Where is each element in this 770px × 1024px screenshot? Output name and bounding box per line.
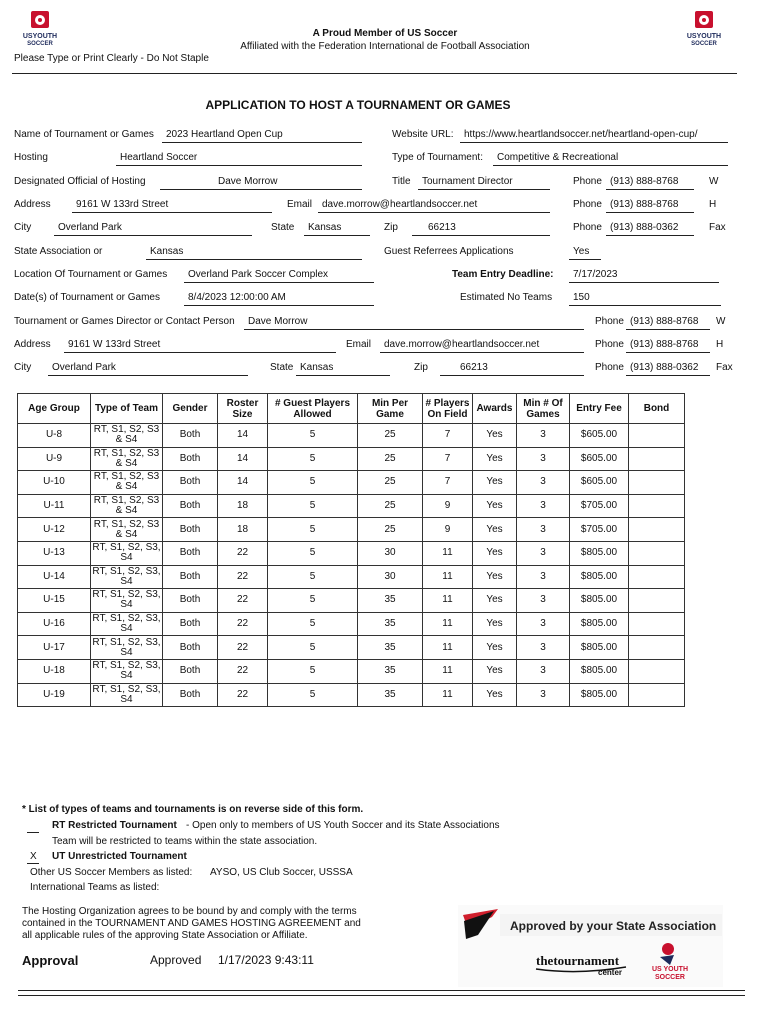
min-per-game-cell: 25 xyxy=(358,471,423,495)
min-games-cell: 3 xyxy=(517,659,570,683)
table-row xyxy=(18,518,685,542)
team-type-cell: RT, S1, S2, S3 & S4 xyxy=(91,447,163,471)
dir-phone-fax-value[interactable]: (913) 888-0362 xyxy=(630,362,699,373)
table-body xyxy=(18,424,685,707)
min-games-cell: 3 xyxy=(517,612,570,636)
dir-zip-value[interactable]: 66213 xyxy=(460,362,488,373)
header-line1: A Proud Member of US Soccer xyxy=(312,28,458,39)
guest-players-cell: 5 xyxy=(268,636,358,660)
table-row xyxy=(18,494,685,518)
table-row xyxy=(18,589,685,613)
awards-cell: Yes xyxy=(473,518,517,542)
min-per-game-cell: 30 xyxy=(358,541,423,565)
official-label: Designated Official of Hosting xyxy=(14,176,146,187)
dir-phone-h-value[interactable]: (913) 888-8768 xyxy=(630,339,699,350)
awards-cell: Yes xyxy=(473,589,517,613)
min-per-game-cell: 25 xyxy=(358,518,423,542)
bond-cell xyxy=(629,565,685,589)
phone-w-value[interactable]: (913) 888-8768 xyxy=(610,176,679,187)
form-title: APPLICATION TO HOST A TOURNAMENT OR GAMES xyxy=(205,98,511,112)
min-games-cell: 3 xyxy=(517,589,570,613)
players-on-field-cell: 9 xyxy=(423,494,473,518)
phone-label-h: Phone xyxy=(573,199,602,210)
other-members-value[interactable]: AYSO, US Club Soccer, USSSA xyxy=(210,867,353,878)
hosting-value[interactable]: Heartland Soccer xyxy=(120,152,198,163)
rt-title: RT Restricted Tournament xyxy=(52,820,177,831)
table-header-row xyxy=(18,394,685,424)
players-on-field-cell: 9 xyxy=(423,518,473,542)
table-row xyxy=(18,636,685,660)
column-header: Type of Team xyxy=(91,394,163,424)
players-on-field-cell: 11 xyxy=(423,565,473,589)
table-row xyxy=(18,424,685,448)
gender-cell: Both xyxy=(163,612,218,636)
age-group-cell: U-8 xyxy=(18,424,91,448)
min-games-cell: 3 xyxy=(517,683,570,707)
guest-players-cell: 5 xyxy=(268,659,358,683)
table-row xyxy=(18,541,685,565)
team-type-cell: RT, S1, S2, S3, S4 xyxy=(92,542,161,564)
table-row xyxy=(18,612,685,636)
phone-label-w: Phone xyxy=(573,176,602,187)
table-row xyxy=(18,683,685,707)
roster-size-cell: 14 xyxy=(218,447,268,471)
guest-players-cell: 5 xyxy=(268,612,358,636)
dir-email-value[interactable]: dave.morrow@heartlandsoccer.net xyxy=(384,339,540,350)
dir-city-label: City xyxy=(14,362,32,373)
guest-players-cell: 5 xyxy=(268,541,358,565)
guest-players-cell: 5 xyxy=(268,447,358,471)
dir-state-label: State xyxy=(270,362,294,373)
address-value[interactable]: 9161 W 133rd Street xyxy=(76,199,169,210)
age-group-cell: U-13 xyxy=(18,541,91,565)
entry-fee-cell: $805.00 xyxy=(570,659,629,683)
age-group-cell: U-12 xyxy=(18,518,91,542)
type-value[interactable]: Competitive & Recreational xyxy=(497,152,619,163)
dir-phone-label-h: Phone xyxy=(595,339,624,350)
awards-cell: Yes xyxy=(473,494,517,518)
est-teams-value[interactable]: 150 xyxy=(573,292,590,303)
location-value[interactable]: Overland Park Soccer Complex xyxy=(188,269,329,280)
min-per-game-cell: 35 xyxy=(358,636,423,660)
guest-players-cell: 5 xyxy=(268,424,358,448)
players-on-field-cell: 11 xyxy=(423,589,473,613)
type-label: Type of Tournament: xyxy=(392,152,483,163)
dates-value[interactable]: 8/4/2023 12:00:00 AM xyxy=(188,292,286,303)
min-games-cell: 3 xyxy=(517,471,570,495)
phone-fax-marker: Fax xyxy=(709,222,726,233)
gender-cell: Both xyxy=(163,589,218,613)
agreement-line2: contained in the TOURNAMENT AND GAMES HOSTING AGREEMENT and xyxy=(22,918,361,929)
min-per-game-cell: 25 xyxy=(358,424,423,448)
ut-title: UT Unrestricted Tournament xyxy=(52,851,187,862)
email-value[interactable]: dave.morrow@heartlandsoccer.net xyxy=(322,199,478,210)
players-on-field-cell: 7 xyxy=(423,447,473,471)
team-type-cell: RT, S1, S2, S3 & S4 xyxy=(91,424,163,448)
min-games-cell: 3 xyxy=(517,541,570,565)
guest-players-cell: 5 xyxy=(268,589,358,613)
other-members-label: Other US Soccer Members as listed: xyxy=(30,867,193,878)
players-on-field-cell: 11 xyxy=(423,541,473,565)
gender-cell: Both xyxy=(163,518,218,542)
guest-players-cell: 5 xyxy=(268,683,358,707)
dir-email-label: Email xyxy=(346,339,372,350)
entry-fee-cell: $805.00 xyxy=(570,683,629,707)
team-type-cell: RT, S1, S2, S3 & S4 xyxy=(91,518,163,542)
min-games-cell: 3 xyxy=(517,424,570,448)
bond-cell xyxy=(629,659,685,683)
dir-state-value[interactable]: Kansas xyxy=(300,362,334,373)
agreement-line3: all applicable rules of the approving State Association or Affiliate. xyxy=(22,930,308,941)
team-type-cell: RT, S1, S2, S3, S4 xyxy=(92,589,161,611)
age-group-cell: U-9 xyxy=(18,447,91,471)
min-per-game-cell: 30 xyxy=(358,565,423,589)
team-type-cell: RT, S1, S2, S3, S4 xyxy=(92,613,161,635)
column-header: Gender xyxy=(163,394,218,424)
min-per-game-cell: 35 xyxy=(358,683,423,707)
column-header: Entry Fee xyxy=(570,394,629,424)
bond-cell xyxy=(629,494,685,518)
players-on-field-cell: 7 xyxy=(423,471,473,495)
roster-size-cell: 22 xyxy=(218,659,268,683)
location-label: Location Of Tournament or Games xyxy=(14,269,168,280)
state-assoc-value[interactable]: Kansas xyxy=(150,246,184,257)
age-group-cell: U-15 xyxy=(18,589,91,613)
ut-mark: X xyxy=(30,851,37,862)
team-type-cell: RT, S1, S2, S3 & S4 xyxy=(91,471,163,495)
guest-players-cell: 5 xyxy=(268,565,358,589)
guest-players-cell: 5 xyxy=(268,471,358,495)
website-value[interactable]: https://www.heartlandsoccer.net/heartland-open-cup/ xyxy=(464,129,698,140)
gender-cell: Both xyxy=(163,424,218,448)
entry-fee-cell: $805.00 xyxy=(570,636,629,660)
bond-cell xyxy=(629,447,685,471)
badge-text: Approved by your State Association xyxy=(510,919,717,933)
rt-checkbox[interactable] xyxy=(27,832,39,833)
awards-cell: Yes xyxy=(473,424,517,448)
header-rule xyxy=(12,73,737,74)
awards-cell: Yes xyxy=(473,565,517,589)
awards-cell: Yes xyxy=(473,447,517,471)
dir-phone-label-fax: Phone xyxy=(595,362,624,373)
column-header: Age Group xyxy=(18,394,91,424)
gender-cell: Both xyxy=(163,494,218,518)
roster-size-cell: 22 xyxy=(218,683,268,707)
svg-text:USYOUTH: USYOUTH xyxy=(686,33,722,40)
age-group-cell: U-10 xyxy=(18,471,91,495)
min-per-game-cell: 35 xyxy=(358,589,423,613)
dir-phone-h-marker: H xyxy=(716,339,724,350)
table-row xyxy=(18,471,685,495)
svg-text:center: center xyxy=(598,968,623,977)
address-label: Address xyxy=(14,199,51,210)
roster-size-cell: 22 xyxy=(218,541,268,565)
team-type-cell: RT, S1, S2, S3, S4 xyxy=(92,636,161,658)
svg-text:thetournament: thetournament xyxy=(536,953,620,968)
table-row xyxy=(18,659,685,683)
director-value[interactable]: Dave Morrow xyxy=(248,316,308,327)
table-row xyxy=(18,565,685,589)
age-group-cell: U-11 xyxy=(18,494,91,518)
column-header: Awards xyxy=(473,394,517,424)
bond-cell xyxy=(629,612,685,636)
min-per-game-cell: 25 xyxy=(358,494,423,518)
min-games-cell: 3 xyxy=(517,518,570,542)
dir-phone-label-w: Phone xyxy=(595,316,624,327)
age-group-cell: U-18 xyxy=(18,659,91,683)
roster-size-cell: 14 xyxy=(218,471,268,495)
team-table xyxy=(17,393,685,707)
dates-label: Date(s) of Tournament or Games xyxy=(14,292,160,303)
svg-text:SOCCER: SOCCER xyxy=(691,41,717,46)
footer-rule-2 xyxy=(18,995,745,996)
dir-address-value[interactable]: 9161 W 133rd Street xyxy=(68,339,161,350)
guest-players-cell: 5 xyxy=(268,518,358,542)
bond-cell xyxy=(629,683,685,707)
guest-ref-label: Guest Referrees Applications xyxy=(384,246,514,257)
age-group-cell: U-16 xyxy=(18,612,91,636)
gender-cell: Both xyxy=(163,636,218,660)
logo-line1: USYOUTH xyxy=(22,33,58,40)
age-group-cell: U-14 xyxy=(18,565,91,589)
column-header: # Guest Players Allowed xyxy=(268,394,358,424)
awards-cell: Yes xyxy=(473,612,517,636)
director-label: Tournament or Games Director or Contact Person xyxy=(14,316,235,327)
city-label: City xyxy=(14,222,32,233)
bond-cell xyxy=(629,424,685,448)
dir-zip-label: Zip xyxy=(414,362,428,373)
est-teams-label: Estimated No Teams xyxy=(460,292,553,303)
min-games-cell: 3 xyxy=(517,565,570,589)
phone-h-value[interactable]: (913) 888-8768 xyxy=(610,199,679,210)
min-per-game-cell: 35 xyxy=(358,659,423,683)
tournament-name-label: Name of Tournament or Games xyxy=(14,129,154,140)
ut-checkbox[interactable] xyxy=(27,863,39,864)
entry-fee-cell: $605.00 xyxy=(570,471,629,495)
city-value[interactable]: Overland Park xyxy=(58,222,122,233)
guest-ref-value[interactable]: Yes xyxy=(573,246,590,257)
bond-cell xyxy=(629,471,685,495)
players-on-field-cell: 11 xyxy=(423,612,473,636)
min-games-cell: 3 xyxy=(517,494,570,518)
roster-size-cell: 22 xyxy=(218,589,268,613)
deadline-value[interactable]: 7/17/2023 xyxy=(573,269,618,280)
entry-fee-cell: $705.00 xyxy=(570,518,629,542)
min-games-cell: 3 xyxy=(517,636,570,660)
column-header: Min Per Game xyxy=(358,394,423,424)
svg-text:US YOUTH: US YOUTH xyxy=(651,966,689,973)
state-assoc-label: State Association or xyxy=(14,246,103,257)
entry-fee-cell: $805.00 xyxy=(570,541,629,565)
awards-cell: Yes xyxy=(473,471,517,495)
age-group-cell: U-19 xyxy=(18,683,91,707)
team-type-cell: RT, S1, S2, S3, S4 xyxy=(92,683,161,705)
dir-phone-fax-marker: Fax xyxy=(716,362,733,373)
gender-cell: Both xyxy=(163,683,218,707)
column-header: Roster Size xyxy=(218,394,268,424)
agreement-line1: The Hosting Organization agrees to be bound by and comply with the terms xyxy=(22,906,357,917)
header-line2: Affiliated with the Federation International de Football Association xyxy=(240,41,530,52)
gender-cell: Both xyxy=(163,541,218,565)
players-on-field-cell: 11 xyxy=(423,636,473,660)
column-header: # Players On Field xyxy=(423,394,473,424)
bond-cell xyxy=(629,589,685,613)
hosting-label: Hosting xyxy=(14,152,48,163)
approval-status: Approved xyxy=(150,953,202,967)
bond-cell xyxy=(629,518,685,542)
phone-fax-value[interactable]: (913) 888-0362 xyxy=(610,222,679,233)
dir-city-value[interactable]: Overland Park xyxy=(52,362,116,373)
table-row xyxy=(18,447,685,471)
players-on-field-cell: 7 xyxy=(423,424,473,448)
zip-value[interactable]: 66213 xyxy=(428,222,456,233)
phone-h-marker: H xyxy=(709,199,717,210)
dir-address-label: Address xyxy=(14,339,51,350)
tournament-name-value[interactable]: 2023 Heartland Open Cup xyxy=(166,129,283,140)
phone-w-marker: W xyxy=(709,176,719,187)
international-label: International Teams as listed: xyxy=(30,882,160,893)
roster-size-cell: 22 xyxy=(218,612,268,636)
gender-cell: Both xyxy=(163,471,218,495)
roster-size-cell: 14 xyxy=(218,424,268,448)
title-label: Title xyxy=(392,176,411,187)
players-on-field-cell: 11 xyxy=(423,683,473,707)
official-value[interactable]: Dave Morrow xyxy=(218,176,278,187)
roster-size-cell: 22 xyxy=(218,636,268,660)
dir-phone-w-value[interactable]: (913) 888-8768 xyxy=(630,316,699,327)
state-value[interactable]: Kansas xyxy=(308,222,342,233)
approval-date: 1/17/2023 9:43:11 xyxy=(218,953,314,967)
team-type-cell: RT, S1, S2, S3 & S4 xyxy=(91,494,163,518)
title-value[interactable]: Tournament Director xyxy=(422,176,513,187)
logo-line2: SOCCER xyxy=(27,41,53,46)
awards-cell: Yes xyxy=(473,683,517,707)
roster-size-cell: 18 xyxy=(218,518,268,542)
footer-note: * List of types of teams and tournaments is on reverse side of this form. xyxy=(22,804,364,815)
bond-cell xyxy=(629,636,685,660)
bond-cell xyxy=(629,541,685,565)
approved-badge xyxy=(458,905,723,987)
team-type-cell: RT, S1, S2, S3, S4 xyxy=(92,660,161,682)
awards-cell: Yes xyxy=(473,636,517,660)
entry-fee-cell: $605.00 xyxy=(570,424,629,448)
phone-label-fax: Phone xyxy=(573,222,602,233)
website-label: Website URL: xyxy=(392,129,454,140)
dir-phone-w-marker: W xyxy=(716,316,726,327)
min-per-game-cell: 35 xyxy=(358,612,423,636)
column-header: Min # Of Games xyxy=(517,394,570,424)
column-header: Bond xyxy=(629,394,685,424)
zip-label: Zip xyxy=(384,222,398,233)
awards-cell: Yes xyxy=(473,659,517,683)
approval-label: Approval xyxy=(22,953,79,968)
entry-fee-cell: $605.00 xyxy=(570,447,629,471)
deadline-label: Team Entry Deadline: xyxy=(452,269,554,280)
entry-fee-cell: $805.00 xyxy=(570,612,629,636)
gender-cell: Both xyxy=(163,659,218,683)
guest-players-cell: 5 xyxy=(268,494,358,518)
rt-description-2: Team will be restricted to teams within the state association. xyxy=(52,836,318,847)
email-label: Email xyxy=(287,199,313,210)
gender-cell: Both xyxy=(163,565,218,589)
min-per-game-cell: 25 xyxy=(358,447,423,471)
age-group-cell: U-17 xyxy=(18,636,91,660)
min-games-cell: 3 xyxy=(517,447,570,471)
instructions: Please Type or Print Clearly - Do Not Staple xyxy=(14,53,209,64)
roster-size-cell: 22 xyxy=(218,565,268,589)
roster-size-cell: 18 xyxy=(218,494,268,518)
footer-rule-1 xyxy=(18,990,745,991)
state-label: State xyxy=(271,222,295,233)
players-on-field-cell: 11 xyxy=(423,659,473,683)
entry-fee-cell: $805.00 xyxy=(570,565,629,589)
entry-fee-cell: $805.00 xyxy=(570,589,629,613)
svg-text:SOCCER: SOCCER xyxy=(655,974,685,981)
team-type-cell: RT, S1, S2, S3, S4 xyxy=(92,565,161,587)
entry-fee-cell: $705.00 xyxy=(570,494,629,518)
awards-cell: Yes xyxy=(473,541,517,565)
gender-cell: Both xyxy=(163,447,218,471)
rt-description: - Open only to members of US Youth Soccer and its State Associations xyxy=(186,820,500,831)
